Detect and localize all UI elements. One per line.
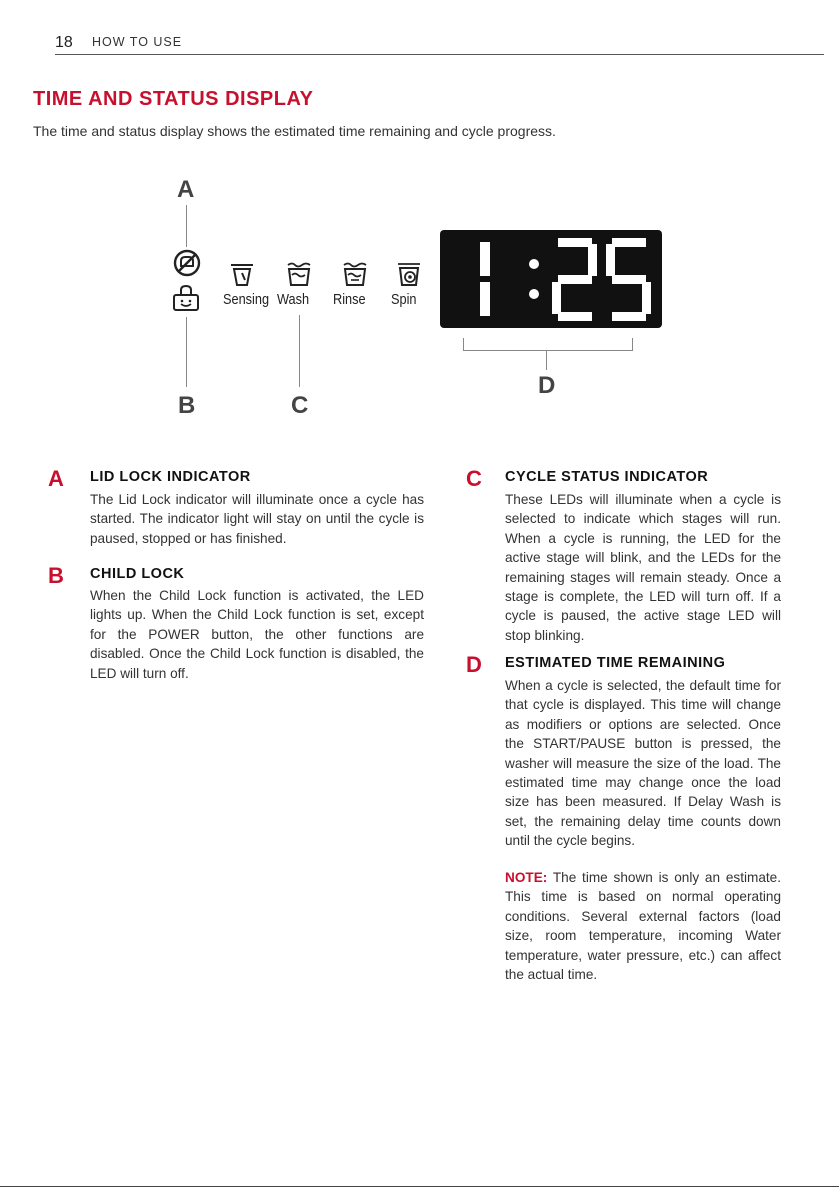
note-label: NOTE:: [505, 870, 548, 885]
callout-c-label: C: [291, 392, 309, 419]
callout-b-label: B: [178, 392, 196, 419]
page-number: 18: [55, 34, 73, 51]
item-c-text: These LEDs will illuminate when a cycle is selected to indicate which stages will run. When a cycle is running, the LED for the active stage will blink, and the LEDs for the remaining stages will remain steady. Once a stage is complete, the LED will turn off. If a cycle is paused, the active stage LED will stop blinking.: [505, 492, 781, 643]
item-d-text: When a cycle is selected, the default time for that cycle is displayed. This time will change as modifiers or options are selected. Once the START/PAUSE button is pressed, the washer will measure the size of the load. The estimated time may change once the load size has been measured. If Delay Wash is set, the remaining delay time counts down until the cycle begins.: [505, 678, 781, 849]
item-c-heading: CYCLE STATUS INDICATOR: [505, 469, 709, 485]
callout-d-bracket: [463, 338, 633, 351]
item-a-letter: A: [48, 466, 64, 491]
item-d-letter: D: [466, 652, 482, 677]
stage-label-sensing: Sensing: [223, 291, 270, 308]
stage-label-rinse: Rinse: [333, 291, 366, 308]
callout-d-line: [546, 350, 547, 370]
lid-lock-icon: [172, 248, 202, 278]
spin-icon: [395, 260, 423, 288]
item-b-heading: CHILD LOCK: [90, 566, 185, 582]
item-c-letter: C: [466, 466, 482, 491]
item-b-letter: B: [48, 563, 64, 588]
item-a-text: The Lid Lock indicator will illuminate once a cycle has started. The indicator light will stay on until the cycle is paused, stopped or has finished.: [90, 492, 424, 546]
item-b-text: When the Child Lock function is activated, the LED lights up. When the Child Lock function is set, except for the POWER button, the other functions are disabled. Once the Child Lock function is disabled, the LED will turn off.: [90, 588, 424, 681]
wash-icon: [285, 260, 313, 288]
status-display-diagram: [0, 0, 839, 420]
page-title: TIME AND STATUS DISPLAY: [33, 88, 314, 110]
sensing-icon: [228, 262, 256, 288]
intro-text: The time and status display shows the estimated time remaining and cycle progress.: [33, 123, 556, 139]
rinse-icon: [341, 260, 369, 288]
child-lock-icon: [171, 283, 201, 313]
stage-label-wash: Wash: [277, 291, 310, 308]
callout-b-line: [186, 317, 187, 387]
led-time-display: [440, 230, 662, 328]
seven-segment-digits: [440, 230, 662, 328]
note-text: The time shown is only an estimate. This time is based on normal operating conditions. Several external factors (load size, room temperature, incoming Water temperature, water pressure, etc.) can affect the actual time.: [505, 870, 781, 983]
callout-a-label: A: [177, 176, 195, 203]
section-name: HOW TO USE: [92, 35, 183, 49]
footer-rule: [0, 1186, 839, 1187]
item-a-heading: LID LOCK INDICATOR: [90, 469, 251, 485]
stage-label-spin: Spin: [391, 291, 417, 308]
item-d-heading: ESTIMATED TIME REMAINING: [505, 655, 726, 671]
callout-c-line: [299, 315, 300, 387]
callout-d-label: D: [538, 372, 556, 399]
callout-a-line: [186, 205, 187, 247]
note-paragraph: [505, 868, 781, 984]
